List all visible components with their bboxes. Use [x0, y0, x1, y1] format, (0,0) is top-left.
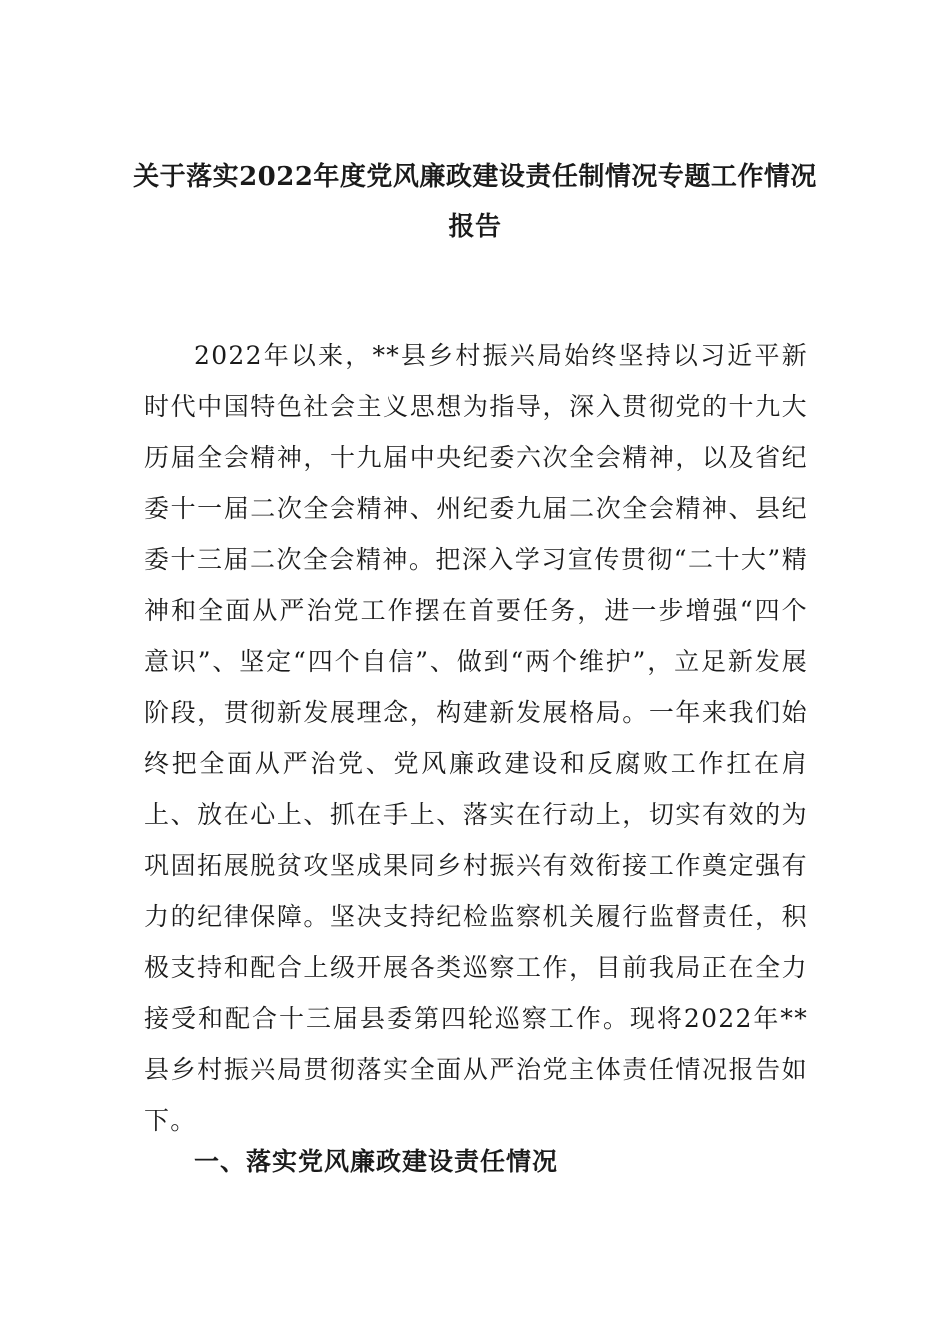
- document-title: [110, 152, 840, 252]
- section-heading-1: 一、落实党风廉政建设责任情况: [194, 1147, 559, 1176]
- title-line-2: 报告: [448, 212, 502, 242]
- title-line-1: 关于落实2022年度党风廉政建设责任制情况专题工作情况: [133, 162, 817, 192]
- intro-paragraph: 2022年以来，**县乡村振兴局始终坚持以习近平新时代中国特色社会主义思想为指导，深入贯彻党的十九大历届全会精神，十九届中央纪委六次全会精神，以及省纪委十一届二次全会精神、州纪委九届二次全会精神、县纪委十三届二次全会精神。把深入学习宣传贯彻“二十大”精神和全面从严治党工作摆在首要任务，进一步增强“四个意识”、坚定“四个自信”、做到“两个维护”，立足新发展阶段，贯彻新发展理念，构建新发展格局。一年来我们始终把全面从严治党、党风廉政建设和反腐败工作扛在肩上、放在心上、抓在手上、落实在行动上，切实有效的为巩固拓展脱贫攻坚成果同乡村振兴有效衔接工作奠定强有力的纪律保障。坚决支持纪检监察机关履行监督责任，积极支持和配合上级开展各类巡察工作，目前我局正在全力接受和配合十三届县委第四轮巡察工作。现将2022年**县乡村振兴局贯彻落实全面从严治党主体责任情况报告如下。: [144, 341, 808, 1135]
